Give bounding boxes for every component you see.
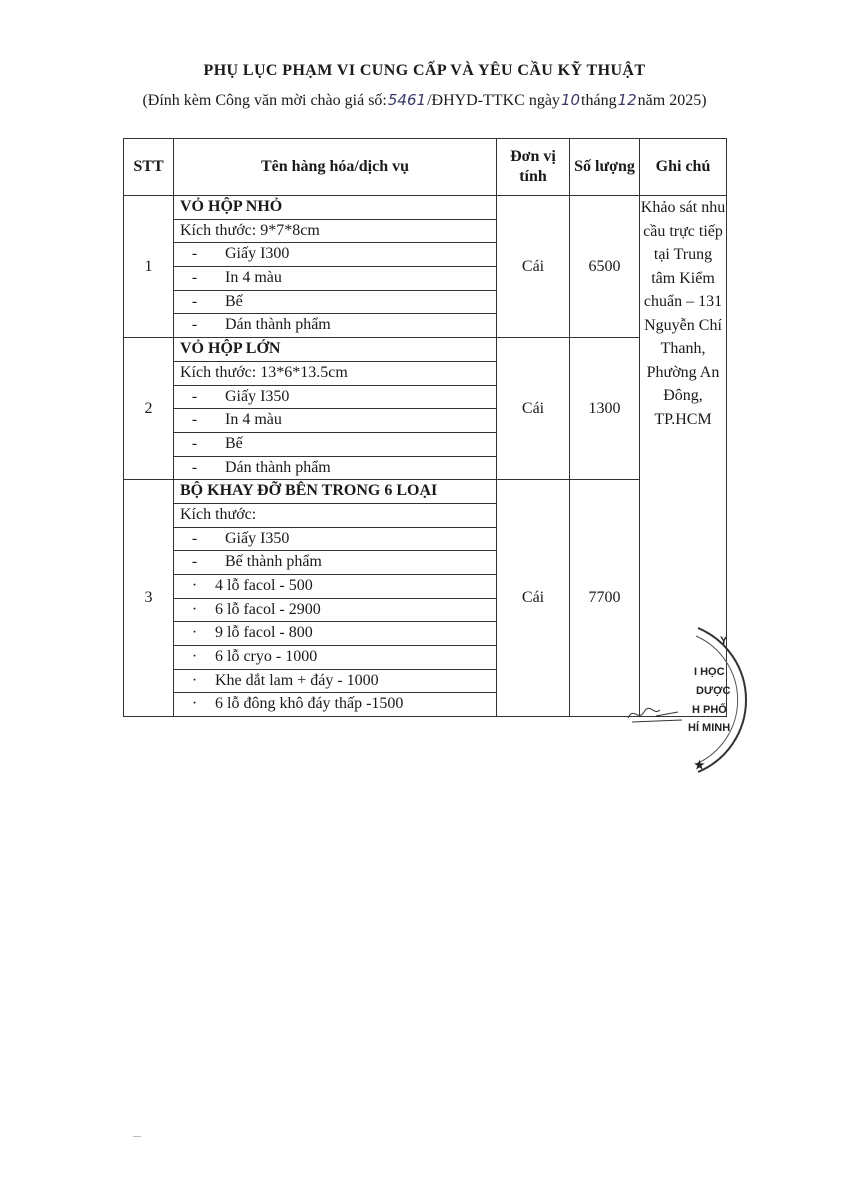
table-row [124, 338, 727, 480]
table-row [124, 480, 727, 717]
list-item [174, 646, 496, 670]
list-marker: - [191, 434, 198, 452]
list-item [174, 528, 496, 552]
row-stt: 1 [124, 196, 174, 338]
item-title: BỘ KHAY ĐỠ BÊN TRONG 6 LOẠI [174, 480, 496, 504]
header-unit: Đơn vị tính [497, 139, 570, 196]
list-item [174, 622, 496, 646]
list-marker: · [191, 600, 198, 618]
page-subtitle [0, 91, 849, 110]
list-text: Giấy I350 [225, 387, 290, 405]
seal-ring-icon [676, 624, 780, 776]
list-text: Bế [225, 434, 243, 452]
list-text: 6 lỗ facol - 2900 [215, 600, 321, 618]
list-text: Khe dắt lam + đáy - 1000 [215, 671, 379, 689]
list-text: Dán thành phẩm [225, 458, 331, 476]
list-marker: - [191, 269, 198, 287]
list-item [174, 670, 496, 694]
list-item [174, 575, 496, 599]
subtitle-suffix: năm 2025) [637, 92, 707, 109]
row-unit: Cái [497, 196, 570, 338]
list-text: Bế thành phẩm [225, 553, 322, 571]
doc-month: 12 [617, 91, 637, 109]
table-header-row [124, 139, 727, 196]
note-cell: Khảo sát nhu cầu trực tiếp tại Trung tâm Kiểm chuẩn – 131 Nguyễn Chí Thanh, Phường An Đông, TP.HCM [640, 196, 727, 717]
item-size: Kích thước: 13*6*13.5cm [174, 362, 496, 386]
list-item [174, 551, 496, 575]
list-item [174, 386, 496, 410]
item-size: Kích thước: [174, 504, 496, 528]
list-marker: · [191, 648, 198, 666]
item-size: Kích thước: 9*7*8cm [174, 220, 496, 244]
row-stt: 3 [124, 480, 174, 717]
row-qty: 6500 [570, 196, 640, 338]
list-text: Dán thành phẩm [225, 316, 331, 334]
list-marker: - [191, 292, 198, 310]
list-text: Bế [225, 292, 243, 310]
row-qty: 7700 [570, 480, 640, 717]
row-unit: Cái [497, 480, 570, 717]
signature-icon [626, 702, 686, 726]
list-item [174, 599, 496, 623]
header-note: Ghi chú [640, 139, 727, 196]
list-marker: - [191, 458, 198, 476]
scope-table [123, 138, 727, 717]
list-item [174, 291, 496, 315]
seal-text: HÍ MINH [688, 722, 731, 734]
row-qty: 1300 [570, 338, 640, 480]
list-text: In 4 màu [225, 269, 282, 287]
official-seal [676, 624, 780, 776]
list-text: In 4 màu [225, 411, 282, 429]
item-title: VỎ HỘP LỚN [174, 338, 496, 362]
page-title: PHỤ LỤC PHẠM VI CUNG CẤP VÀ YÊU CẦU KỸ THUẬT [203, 62, 646, 79]
row-description [174, 480, 497, 717]
list-marker: - [191, 387, 198, 405]
list-marker: · [191, 671, 198, 689]
row-stt: 2 [124, 338, 174, 480]
seal-text: Y [720, 635, 728, 647]
doc-number: 5461 [387, 91, 427, 109]
list-text: 6 lỗ đông khô đáy thấp -1500 [215, 695, 404, 713]
subtitle-month-label: tháng [581, 92, 617, 109]
star-icon: ★ [694, 758, 705, 772]
list-text: 6 lỗ cryo - 1000 [215, 648, 318, 666]
row-unit: Cái [497, 338, 570, 480]
list-item [174, 243, 496, 267]
seal-text: DƯỢC [696, 685, 731, 697]
list-text: 4 lỗ facol - 500 [215, 577, 313, 594]
list-item [174, 433, 496, 457]
list-item [174, 457, 496, 480]
list-marker: - [191, 411, 198, 429]
list-item [174, 314, 496, 337]
list-text: Giấy I350 [225, 529, 290, 547]
list-item [174, 409, 496, 433]
list-marker: - [191, 529, 198, 547]
header-qty: Số lượng [570, 139, 640, 196]
list-item [174, 693, 496, 716]
row-description [174, 338, 497, 480]
page-mark [133, 1136, 141, 1137]
list-text: Giấy I300 [225, 245, 290, 263]
header-name: Tên hàng hóa/dịch vụ [174, 139, 497, 196]
list-marker: · [191, 624, 198, 642]
list-marker: - [191, 553, 198, 571]
doc-day: 10 [560, 91, 581, 109]
list-text: 9 lỗ facol - 800 [215, 624, 313, 642]
seal-text: H PHỐ [692, 704, 727, 716]
list-marker: - [191, 245, 198, 263]
subtitle-prefix: (Đính kèm Công văn mời chào giá số: [142, 92, 387, 109]
list-marker: · [191, 577, 198, 594]
seal-text: I HỌC [694, 666, 725, 678]
item-title: VỎ HỘP NHỎ [174, 196, 496, 220]
list-item [174, 267, 496, 291]
table-row [124, 196, 727, 338]
subtitle-mid: /ĐHYD-TTKC ngày [427, 92, 560, 109]
header-stt: STT [124, 139, 174, 196]
list-marker: - [191, 316, 198, 334]
row-description [174, 196, 497, 338]
list-marker: · [191, 695, 198, 713]
